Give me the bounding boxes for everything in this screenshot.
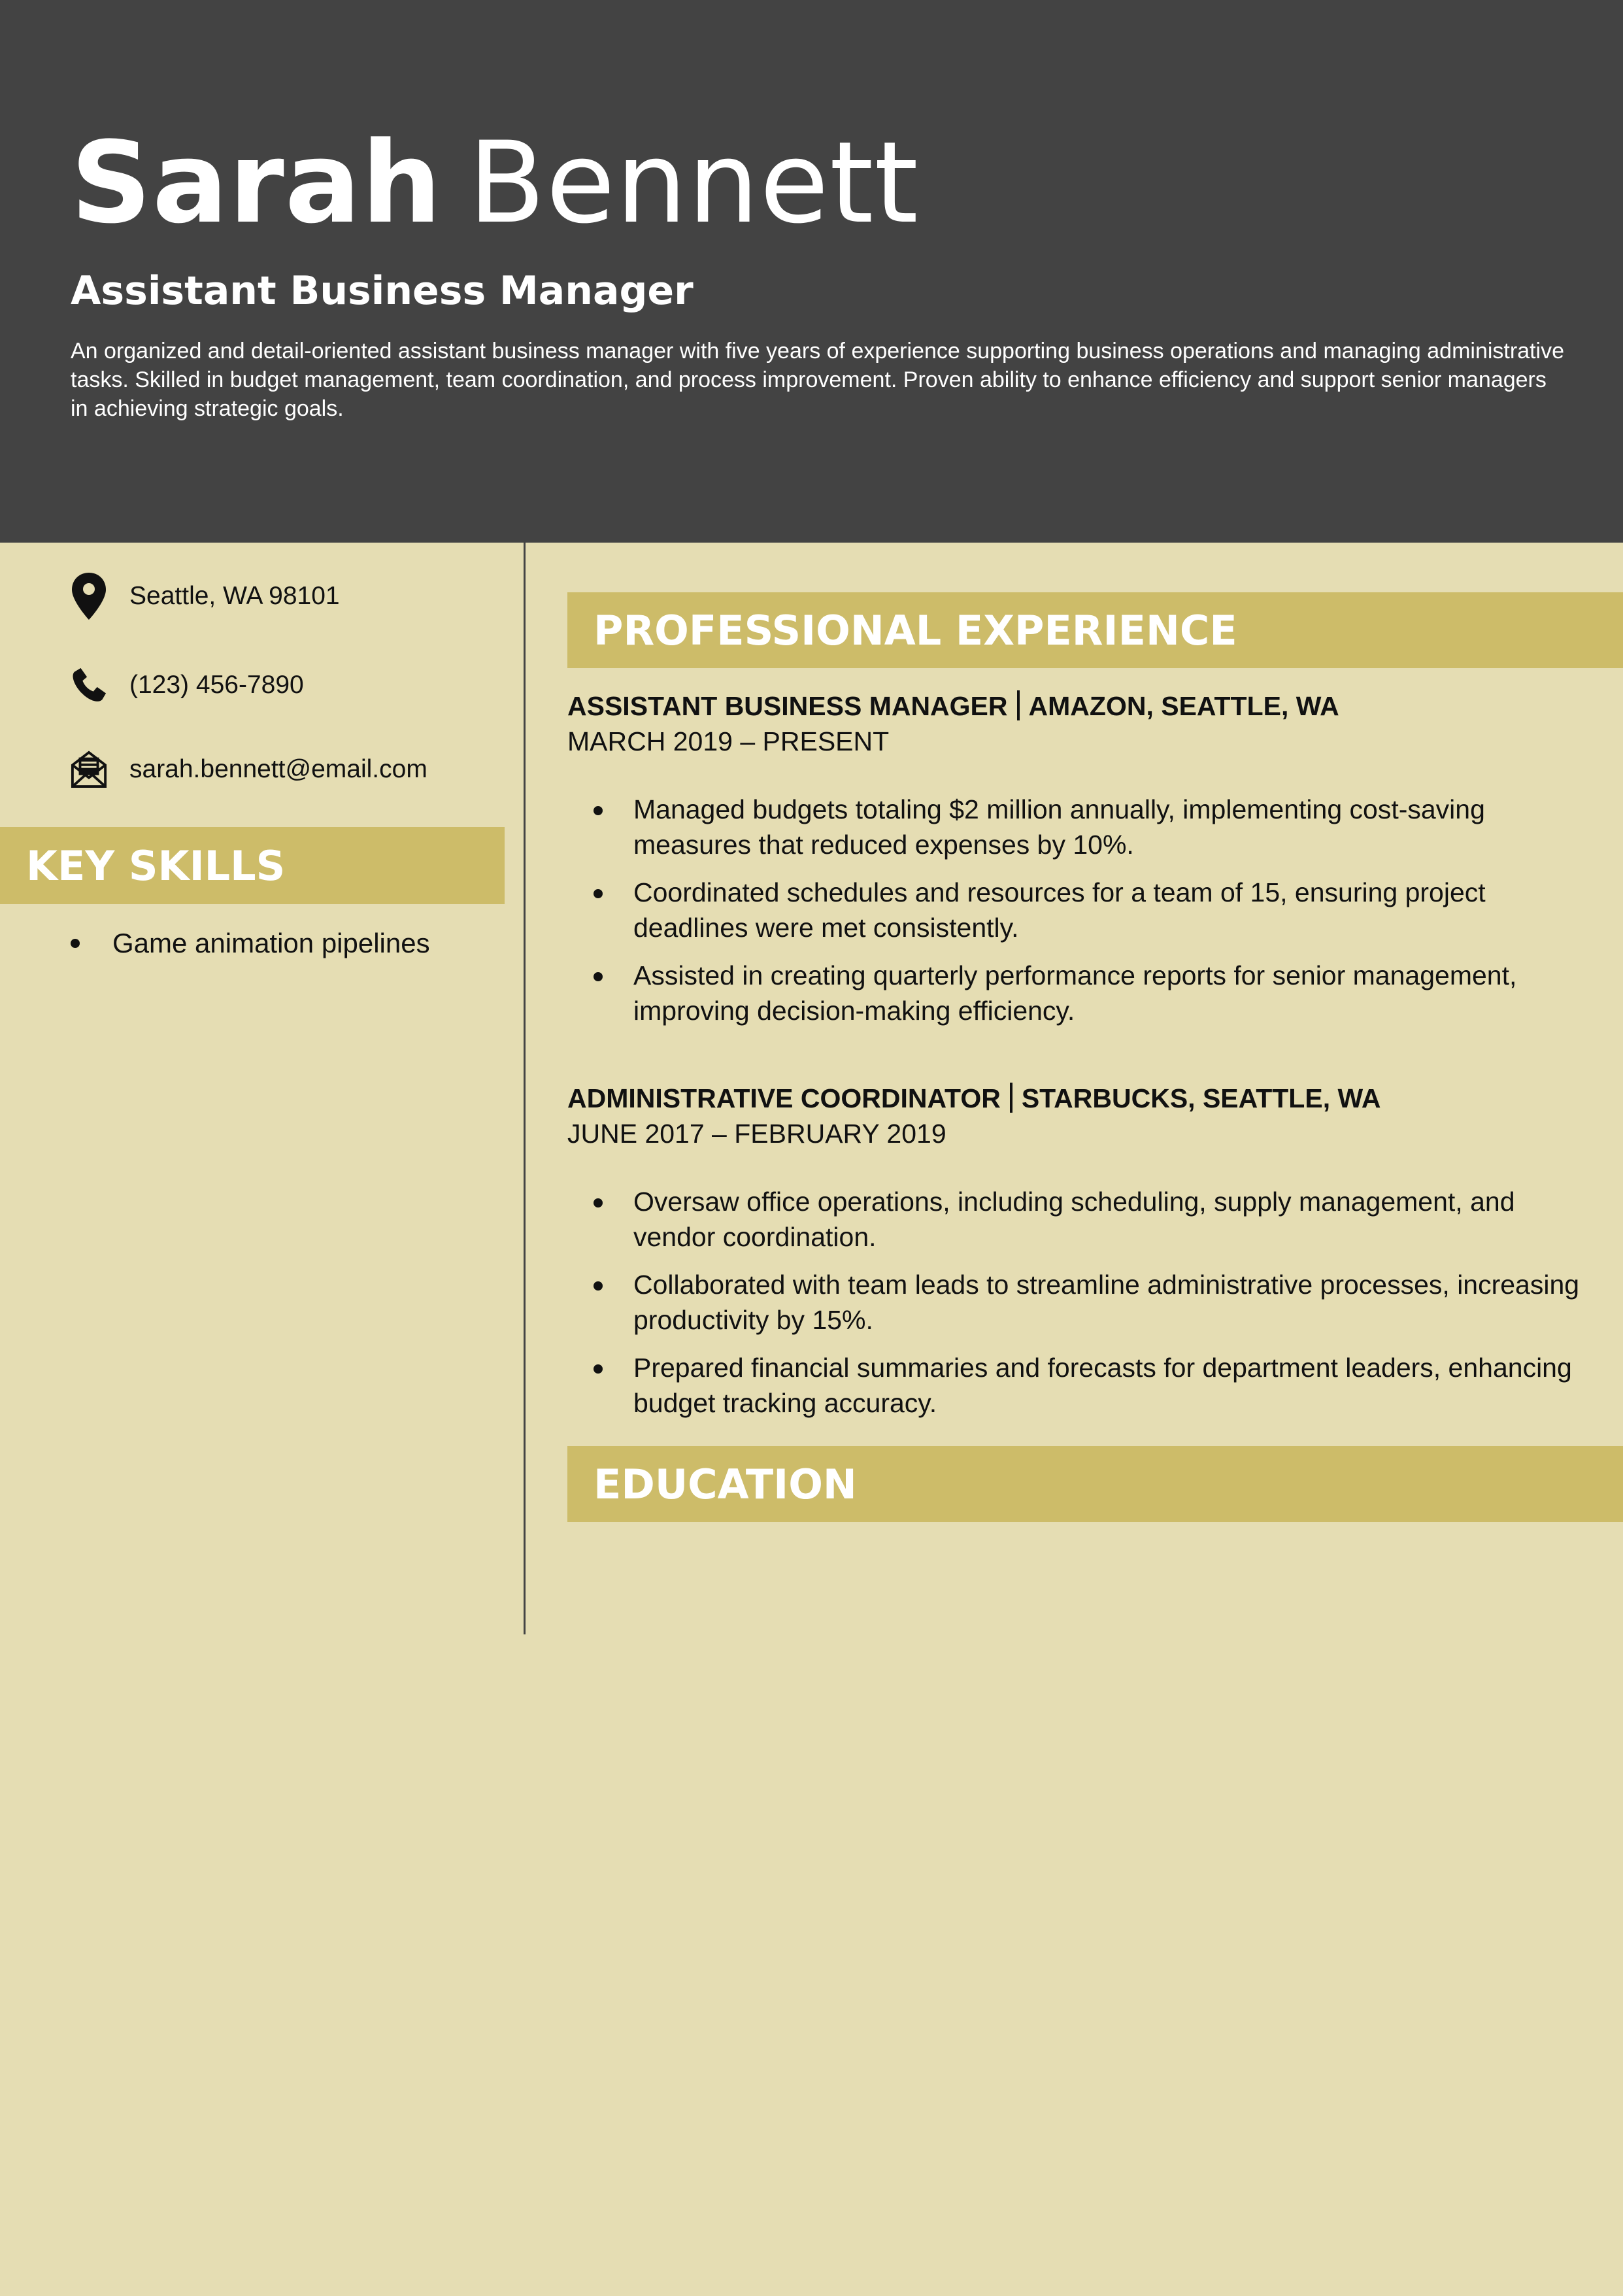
bullet-text: Coordinated schedules and resources for a team of 15, ensuring project deadlines were met consistently. xyxy=(633,877,1486,943)
job-bullet xyxy=(567,958,1587,1028)
job-bullet xyxy=(567,792,1587,862)
resume-header xyxy=(0,0,1623,543)
professional-summary: An organized and detail-oriented assistant business manager with five years of experience supporting business operations and managing administrative tasks. Skilled in budget management, team coordination, and process improvement. Proven ability to enhance efficiency and support senior managers in achieving strategic goals. xyxy=(71,339,1565,421)
job-bullet xyxy=(567,1350,1587,1421)
bullet-dot xyxy=(594,889,603,898)
skill-item xyxy=(71,920,430,966)
separator xyxy=(1017,690,1020,720)
bullet-text: Collaborated with team leads to streamline administrative processes, increasing productivity by 15%. xyxy=(633,1270,1580,1335)
job-bullet xyxy=(567,1184,1587,1255)
bullet-dot xyxy=(594,972,603,981)
skill-text: Game animation pipelines xyxy=(112,928,430,958)
job-header xyxy=(567,1081,1587,1116)
job-company: AMAZON, SEATTLE, WA xyxy=(1028,691,1339,721)
phone-text[interactable]: (123) 456-7890 xyxy=(129,671,304,699)
first-name: Sarah xyxy=(71,117,443,248)
bullet-dot xyxy=(594,806,603,815)
job-bullets xyxy=(567,1184,1587,1421)
job-bullets xyxy=(567,792,1587,1028)
job-company: STARBUCKS, SEATTLE, WA xyxy=(1021,1083,1381,1113)
bullet-dot xyxy=(594,1364,603,1374)
job-dates: JUNE 2017 – FEBRUARY 2019 xyxy=(567,1119,946,1149)
job-bullet xyxy=(567,1267,1587,1338)
column-divider xyxy=(524,543,526,1634)
candidate-name xyxy=(71,111,919,255)
contact-location xyxy=(71,570,340,622)
bullet-text: Prepared financial summaries and forecasts for department leaders, enhancing budget tracking accuracy. xyxy=(633,1353,1572,1418)
job-entry xyxy=(567,1081,1587,1433)
job-dates: MARCH 2019 – PRESENT xyxy=(567,726,890,756)
key-skills-heading: KEY SKILLS xyxy=(0,827,505,904)
envelope-icon xyxy=(71,745,107,794)
separator xyxy=(1010,1083,1012,1113)
experience-heading: PROFESSIONAL EXPERIENCE xyxy=(567,592,1623,668)
phone-icon xyxy=(71,660,107,710)
bullet-text: Assisted in creating quarterly performance reports for senior management, improving decision-making efficiency. xyxy=(633,960,1517,1026)
last-name: Bennett xyxy=(468,117,919,248)
email-text[interactable]: sarah.bennett@email.com xyxy=(129,755,427,783)
job-role: ADMINISTRATIVE COORDINATOR xyxy=(567,1083,1001,1113)
contact-phone xyxy=(71,659,304,711)
job-bullet xyxy=(567,875,1587,945)
job-title: Assistant Business Manager xyxy=(71,268,694,314)
job-entry xyxy=(567,688,1587,1041)
job-role: ASSISTANT BUSINESS MANAGER xyxy=(567,691,1008,721)
bullet-text: Oversaw office operations, including scheduling, supply management, and vendor coordination. xyxy=(633,1187,1515,1252)
location-pin-icon xyxy=(71,571,107,621)
bullet-dot xyxy=(71,939,80,948)
bullet-dot xyxy=(594,1281,603,1291)
location-text: Seattle, WA 98101 xyxy=(129,582,340,610)
education-heading: EDUCATION xyxy=(567,1446,1623,1522)
contact-email xyxy=(71,743,427,796)
job-header xyxy=(567,688,1587,724)
bullet-text: Managed budgets totaling $2 million annually, implementing cost-saving measures that reduced expenses by 10%. xyxy=(633,794,1485,860)
bullet-dot xyxy=(594,1198,603,1207)
